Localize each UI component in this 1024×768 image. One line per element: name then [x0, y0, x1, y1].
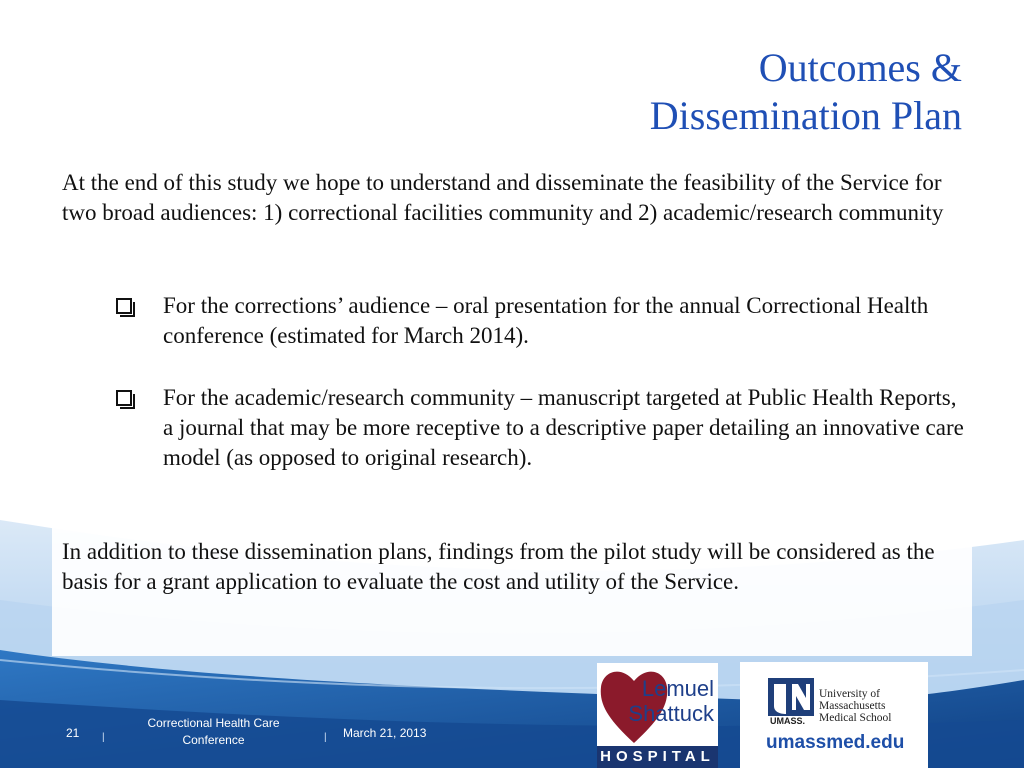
footer-separator: | [324, 732, 327, 743]
title-line-2: Dissemination Plan [649, 93, 962, 138]
footer-conference [126, 715, 301, 749]
checkbox-bullet-icon [116, 298, 132, 314]
footer-date: March 21, 2013 [343, 726, 427, 740]
page-number: 21 [66, 726, 80, 740]
bullet-text-2: For the academic/research community – manuscript targeted at Public Health Reports, a journal that may be more receptive to a descriptive paper detailing an innovative care model (as opposed to original research). [163, 385, 964, 470]
hospital-bar: HOSPITAL [597, 746, 718, 768]
footer-separator: | [102, 732, 105, 743]
intro-paragraph: At the end of this study we hope to understand and disseminate the feasibility of the Service for two broad audiences: 1) correctional facilities community and 2) academic/research community [62, 170, 944, 225]
conference-line-2: Conference [182, 733, 245, 747]
bullet-text-1: For the corrections’ audience – oral presentation for the annual Correctional Health conference (estimated for March 2014). [163, 293, 929, 348]
lemuel-line-2: Shattuck [628, 701, 714, 726]
lemuel-shattuck-logo [597, 663, 718, 768]
umass-wordmark: UMASS. [770, 716, 806, 726]
school-line-2: Massachusetts [819, 700, 886, 712]
slide-title [650, 44, 962, 140]
conference-line-1: Correctional Health Care [147, 716, 280, 730]
school-line-3: Medical School [819, 712, 892, 724]
umass-medical-logo [740, 662, 928, 768]
lemuel-line-1: Lemuel [641, 676, 714, 701]
bullet-item-2 [116, 383, 966, 473]
title-line-1: Outcomes & [758, 45, 962, 90]
school-line-1: University of [819, 688, 881, 700]
checkbox-bullet-icon [116, 390, 132, 406]
umass-url: umassmed.edu [766, 732, 905, 753]
closing-paragraph: In addition to these dissemination plans, findings from the pilot study will be considered as the basis for a grant application to evaluate the cost and utility of the Service. [62, 539, 935, 594]
umass-mark-icon [768, 678, 814, 716]
bullet-item-1 [116, 291, 966, 351]
umass-school-name [819, 688, 892, 724]
